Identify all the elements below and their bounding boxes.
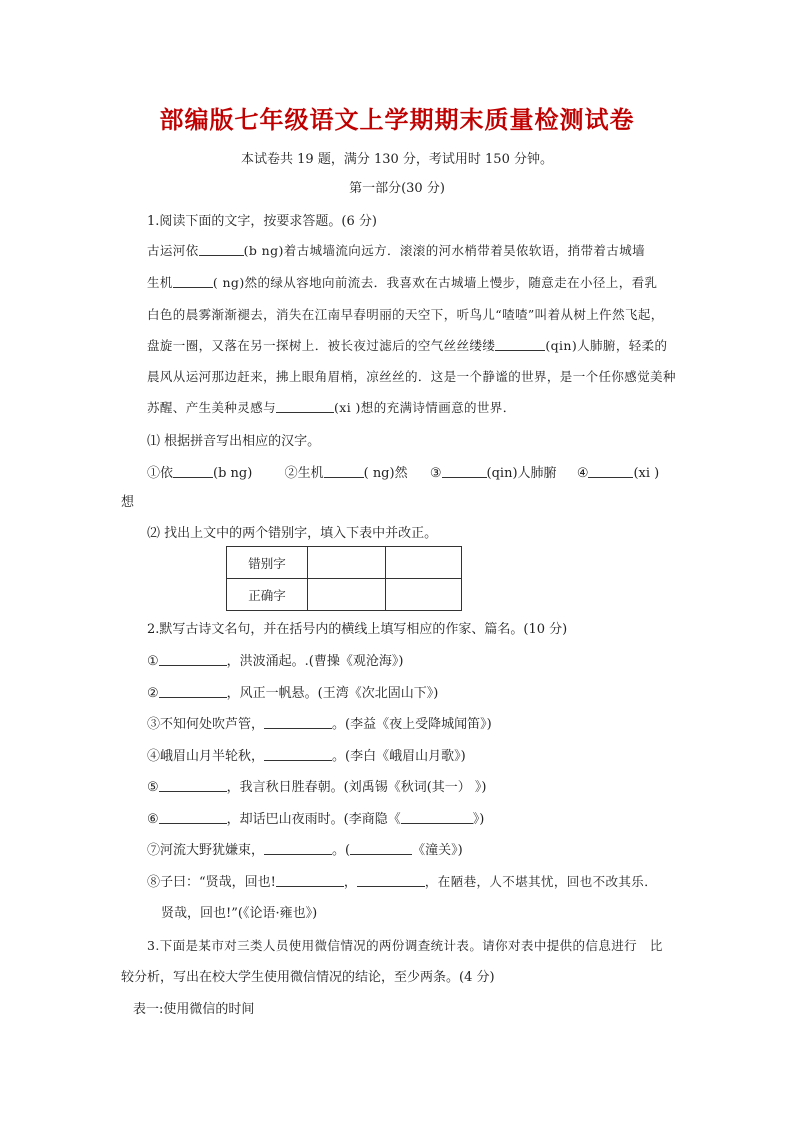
passage-line: 古运河依 (b ng)着古城墙流向远方．滚滚的河水梢带着昊侬软语，捎带着古城墙	[147, 243, 645, 258]
passage-line: 生机 ( ng)然的绿从容地向前流去．我喜欢在古城墙上慢步，随意走在小径上，看乳	[147, 275, 658, 290]
answer-blank[interactable]	[159, 779, 227, 792]
q2-item: ① ，洪波涌起。.(曹操《观沧海》)	[147, 654, 404, 669]
passage-line: 晨风从运河那边赶来，拂上眼角眉梢，凉丝丝的．这是一个静谧的世界，是一个任你感觉美种	[147, 369, 676, 384]
typo-table	[226, 546, 462, 611]
answer-blank[interactable]	[264, 842, 332, 855]
answer-blank[interactable]	[588, 465, 633, 478]
table-caption: 表一:使用微信的时间	[133, 1002, 255, 1017]
q2-item: ⑧子曰：“贤哉，回也! ， ，在陋巷，人不堪其忧，回也不改其乐．	[147, 874, 658, 890]
answer-blank[interactable]	[276, 874, 344, 887]
correct-cell[interactable]	[308, 579, 386, 611]
answer-blank[interactable]	[173, 465, 213, 478]
correct-cell[interactable]	[386, 579, 462, 611]
q2-item: ⑥ ，却话巴山夜雨时。(李商隐《 》)	[147, 812, 485, 827]
answer-blank[interactable]	[159, 685, 227, 698]
q3-text: 较分析，写出在校大学生使用微信情况的结论，至少两条。(4 分)	[121, 970, 495, 985]
answer-blank[interactable]	[495, 338, 545, 351]
passage-line: 白色的晨雾渐渐褪去，消失在江南早春明丽的天空下，听鸟儿“喳喳”叫着从树上仵然飞起，	[147, 307, 664, 322]
typo-row-label: 错别字	[227, 547, 308, 579]
answer-blank[interactable]	[357, 874, 425, 887]
q3-text: 3.下面是某市对三类人员使用微信情况的两份调查统计表。请你对表中提供的信息进行 比	[147, 938, 663, 953]
q2-heading: 2.默写古诗文名句，并在括号内的横线上填写相应的作家、篇名。(10 分)	[147, 622, 568, 637]
answer-blank[interactable]	[264, 716, 332, 729]
q1-sub1-items: ①依 (b ng) ②生机 ( ng)然 ③ (qin)人肺腑 ④ (xi )	[147, 466, 660, 481]
q1-sub1-label: ⑴ 根据拼音写出相应的汉字。	[147, 434, 321, 449]
answer-blank[interactable]	[276, 400, 334, 413]
typo-cell[interactable]	[308, 547, 386, 579]
answer-blank[interactable]	[159, 811, 227, 824]
part-heading: 第一部分(30 分)	[349, 181, 445, 196]
answer-blank[interactable]	[264, 748, 332, 761]
q2-item: ⑤ ，我言秋日胜春朝。(刘禹锡《秋词(其一） 》)	[147, 780, 487, 795]
q2-item: ③不知何处吹芦管， 。(李益《夜上受降城闻笛》)	[147, 717, 492, 732]
q1-sub2-label: ⑵ 找出上文中的两个错别字，填入下表中并改正。	[147, 526, 438, 541]
typo-cell[interactable]	[386, 547, 462, 579]
title-blank[interactable]	[401, 811, 473, 824]
q1-sub1-tail: 想	[121, 495, 135, 510]
answer-blank[interactable]	[442, 465, 487, 478]
answer-blank[interactable]	[173, 275, 213, 288]
q2-item: ② ，风正一帆悬。(王湾《次北固山下》)	[147, 686, 439, 701]
page-title: 部编版七年级语文上学期期末质量检测试卷	[159, 106, 635, 134]
exam-info: 本试卷共 19 题，满分 130 分，考试用时 150 分钟。	[241, 152, 553, 167]
passage-line: 盘旋一圈，又落在另一探树上．被长夜过滤后的空气丝丝缕缕 (qin)人肺腑，轻柔的	[147, 338, 668, 353]
q2-item-continuation: 贤哉，回也!”(《论语·雍也》)	[161, 906, 318, 921]
correct-row-label: 正确字	[227, 579, 308, 611]
answer-blank[interactable]	[199, 243, 244, 256]
passage-line: 苏醒、产生美种灵感与 (xi )想的充满诗情画意的世界．	[147, 400, 516, 415]
answer-blank[interactable]	[324, 465, 364, 478]
author-blank[interactable]	[350, 842, 412, 855]
q2-item: ④峨眉山月半轮秋， 。(李白《峨眉山月歌》)	[147, 749, 466, 764]
q2-item: ⑦河流大野犹嫌束， 。( 《潼关》)	[147, 843, 463, 858]
q1-heading: 1.阅读下面的文字，按要求答题。(6 分)	[147, 214, 377, 229]
answer-blank[interactable]	[159, 653, 227, 666]
